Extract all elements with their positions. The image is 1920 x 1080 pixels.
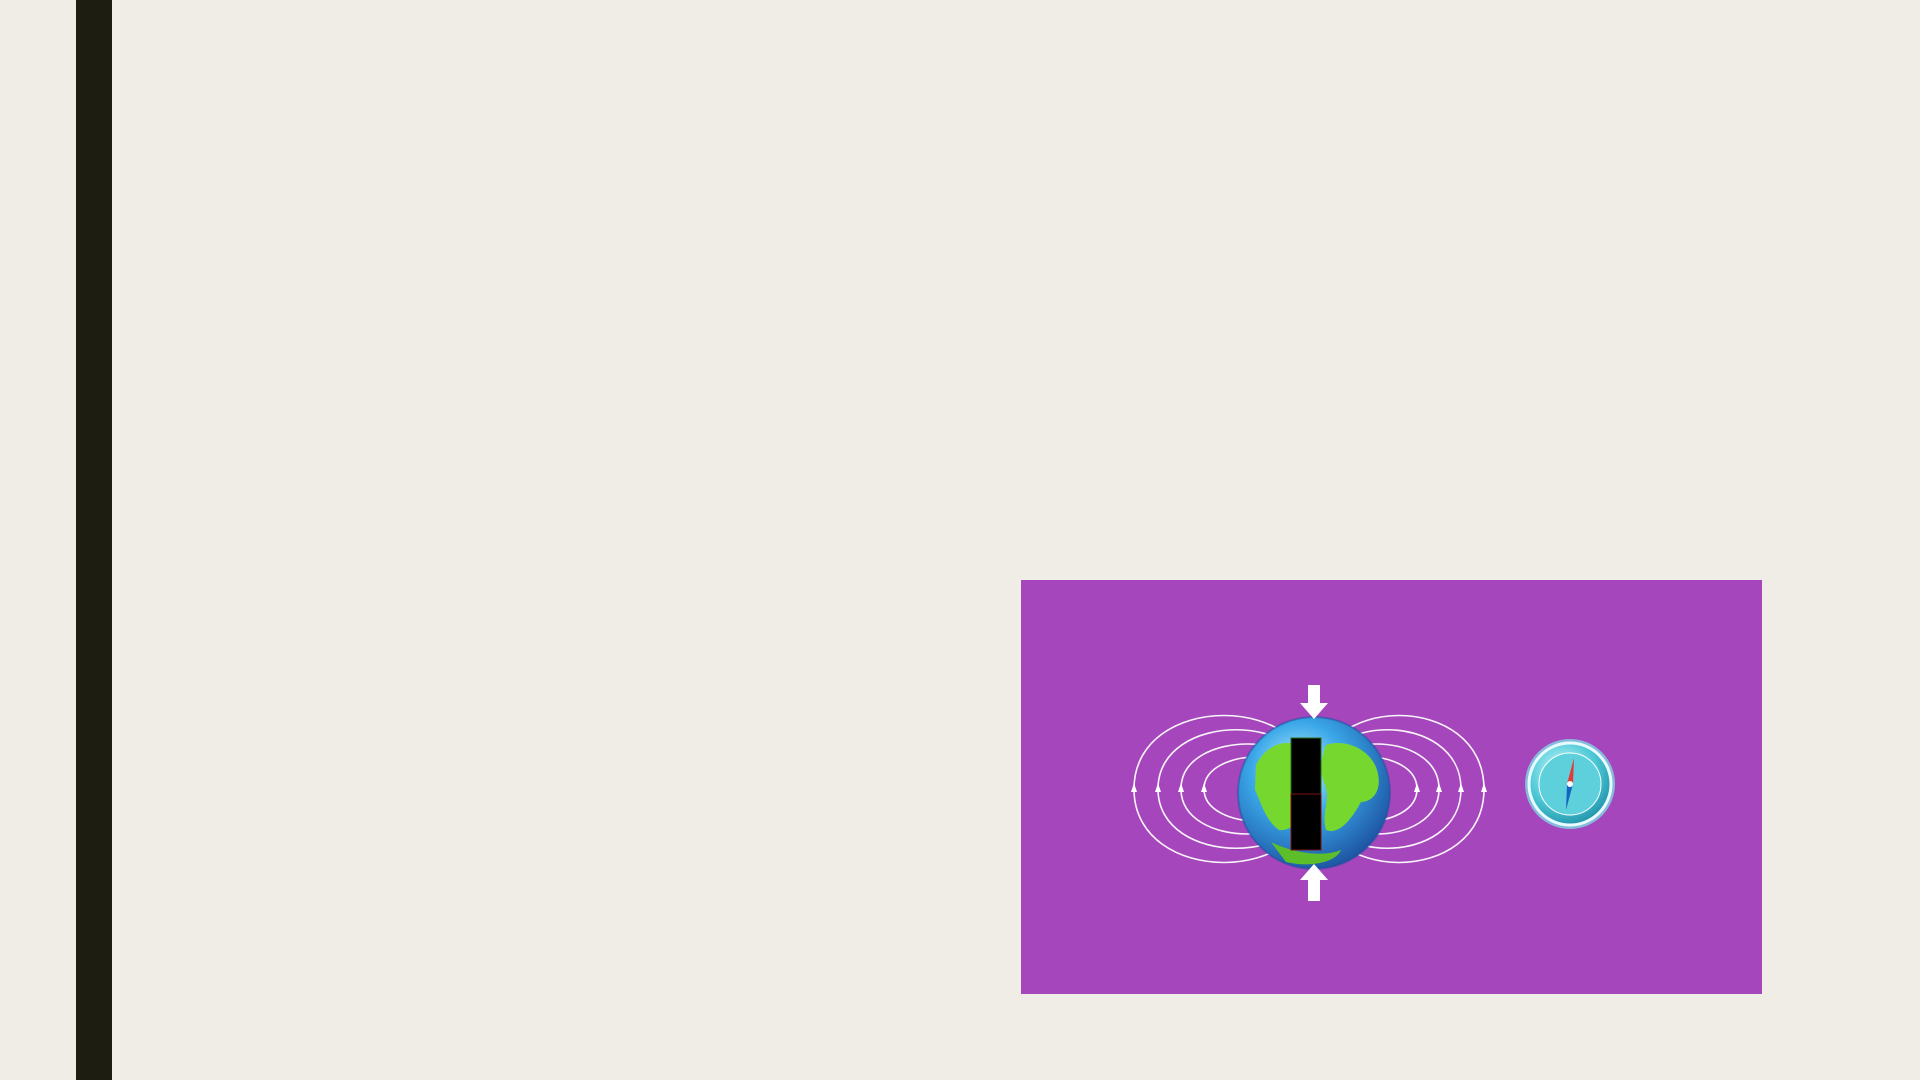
bullet-item	[230, 441, 290, 511]
earth-magnetic-field-figure	[1021, 580, 1762, 994]
bullet-list	[230, 302, 290, 580]
bar-magnet-icon	[1291, 738, 1321, 850]
bullet-item	[230, 511, 290, 581]
accent-bar	[76, 0, 112, 1080]
arrow-down-icon	[1300, 685, 1328, 719]
arrow-up-icon	[1300, 864, 1328, 901]
bullet-item	[230, 372, 290, 442]
bullet-item	[230, 302, 290, 372]
figure-svg	[1021, 580, 1762, 994]
compass-icon	[1525, 739, 1615, 829]
